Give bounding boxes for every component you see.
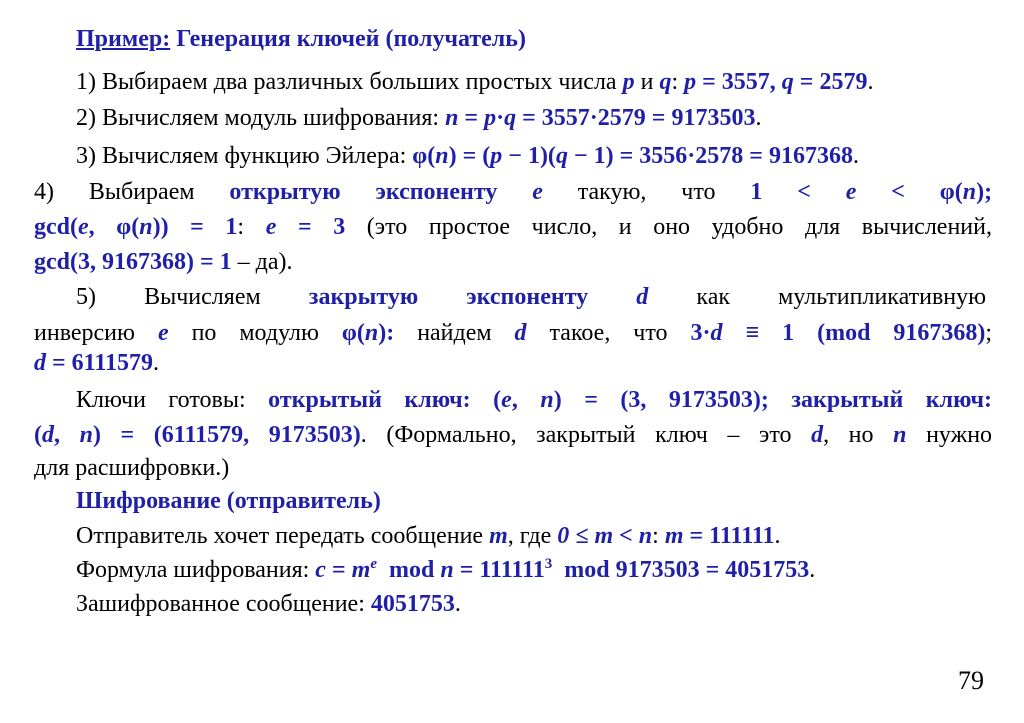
var-p: p	[490, 143, 503, 169]
answer: – да).	[231, 249, 293, 275]
var-p: p	[484, 105, 497, 131]
word: такое, что	[549, 320, 668, 346]
var-n: n	[139, 214, 153, 240]
ciphertext-value: mod 9173503 = 4051753	[552, 557, 810, 583]
equals: =	[458, 105, 485, 131]
private-key-value: ) = (6111579, 9173503)	[92, 422, 361, 448]
step-2-text: 2) Вычисляем модуль шифрования:	[76, 105, 446, 131]
var-n: n	[435, 143, 449, 169]
text: Зашифрованное сообщение:	[76, 591, 371, 617]
var-c: c	[315, 557, 326, 583]
word: инверсию	[34, 320, 135, 346]
var-m: m	[664, 523, 684, 549]
formula-part: ) = (	[448, 143, 491, 169]
note: для расшифровки.)	[34, 455, 230, 481]
m-value: = 111111	[683, 523, 775, 549]
step-4-line-2	[34, 212, 992, 242]
page-number: 79	[958, 666, 984, 695]
var-d: d	[42, 422, 54, 448]
public-key-value: ) = (3, 9173503); закрытый ключ:	[553, 387, 993, 413]
word: такую,	[577, 179, 647, 205]
condition: 1 <	[750, 179, 811, 205]
semicolon: ;	[985, 320, 993, 346]
term-exponent: экспоненту	[466, 284, 589, 310]
colon: :	[237, 214, 245, 240]
exponent-3: 3	[544, 556, 553, 572]
formula-part: − 1)(	[502, 143, 556, 169]
var-m: m	[351, 557, 371, 583]
heading-prefix: Пример:	[76, 26, 171, 52]
var-q: q	[659, 69, 672, 95]
step-5-line-1	[76, 282, 986, 312]
var-n: n	[440, 557, 454, 583]
period: .	[809, 557, 816, 583]
gcd-check: gcd(3, 9167368) = 1	[34, 249, 232, 275]
q-value: = 2579	[793, 69, 868, 95]
encryption-line-1	[76, 521, 781, 551]
var-n: n	[962, 179, 977, 205]
step-1-text: 1) Выбираем два различных больших простых числа	[76, 69, 623, 95]
gcd: gcd(	[34, 214, 78, 240]
encryption-line-2	[76, 555, 815, 585]
var-e: e	[845, 179, 857, 205]
var-q: q	[504, 105, 517, 131]
colon: :	[652, 523, 665, 549]
var-n: n	[364, 320, 379, 346]
note: . (Формально, закрытый ключ – это	[360, 422, 792, 448]
term-open: открытую	[229, 179, 341, 205]
var-e: e	[157, 320, 169, 346]
phi: φ(	[412, 143, 436, 169]
period: .	[867, 69, 874, 95]
var-n: n	[893, 422, 907, 448]
text: Формула шифрования:	[76, 557, 316, 583]
var-q: q	[781, 69, 794, 95]
heading-title: Генерация ключей (получатель)	[170, 26, 526, 52]
d-value: = 6111579	[46, 350, 154, 376]
period: .	[774, 523, 781, 549]
text: , где	[507, 523, 558, 549]
equals: =	[325, 557, 352, 583]
ciphertext: 4051753	[370, 591, 455, 617]
period: .	[755, 105, 762, 131]
term-closed: закрытую	[308, 284, 419, 310]
var-e: e	[78, 214, 89, 240]
var-d: d	[710, 320, 723, 346]
var-d: d	[34, 350, 46, 376]
formula-value: = 111111	[453, 557, 545, 583]
term-exponent: экспоненту	[375, 179, 498, 205]
encryption-title: Шифрование (отправитель)	[76, 488, 381, 514]
step-3-text: 3) Вычисляем функцию Эйлера:	[76, 143, 413, 169]
var-n: n	[445, 105, 459, 131]
period: .	[153, 350, 160, 376]
range-condition: 0 ≤ m < n	[557, 523, 653, 549]
word: по модулю	[191, 320, 319, 346]
comma: ,	[511, 387, 518, 413]
gcd: , φ(	[88, 214, 140, 240]
step-4-line-1	[34, 177, 992, 207]
step-5-text: 5) Вычисляем	[76, 284, 261, 310]
keys-ready: Ключи готовы:	[76, 387, 246, 413]
congruence: ≡ 1 (mod 9167368)	[745, 320, 986, 346]
congruence: 3·	[690, 320, 711, 346]
var-d: d	[811, 422, 824, 448]
condition: < φ(	[891, 179, 963, 205]
var-e: e	[532, 179, 543, 205]
var-d: d	[514, 320, 527, 346]
p-value: = 3557,	[696, 69, 782, 95]
keys-line-2	[34, 420, 992, 450]
var-m: m	[489, 523, 508, 549]
mod: mod	[376, 557, 441, 583]
step-4-number: 4)	[34, 179, 54, 205]
phi: ):	[378, 320, 395, 346]
step-5-line-2	[34, 318, 992, 348]
var-p: p	[622, 69, 635, 95]
var-n: n	[79, 422, 93, 448]
var-n: n	[540, 387, 554, 413]
note: нужно	[926, 422, 993, 448]
var-e: e	[265, 214, 277, 240]
example-heading	[76, 24, 526, 54]
explanation: (это простое число, и оно удобно для вычислений,	[366, 214, 992, 240]
word: Выбираем	[88, 179, 195, 205]
word: как мультипликативную	[696, 284, 987, 310]
period: .	[852, 143, 859, 169]
step-5-line-3	[34, 348, 159, 378]
step-4-line-3	[34, 247, 293, 277]
word: найдем	[417, 320, 492, 346]
euler-value: − 1) = 3556·2578 = 9167368	[567, 143, 853, 169]
step-1	[76, 67, 873, 97]
phi: φ(	[341, 320, 365, 346]
colon: :	[671, 69, 685, 95]
step-3	[76, 141, 859, 171]
public-key-label: открытый ключ: (	[268, 387, 502, 413]
dot: ·	[496, 105, 505, 131]
modulus-value: = 3557·2579 = 9173503	[516, 105, 756, 131]
note: , но	[823, 422, 874, 448]
keys-line-3	[34, 453, 229, 483]
var-d: d	[636, 284, 649, 310]
var-q: q	[555, 143, 568, 169]
word: что	[681, 179, 716, 205]
step-2	[76, 103, 761, 133]
paren: (	[34, 422, 42, 448]
comma: ,	[54, 422, 80, 448]
gcd: )) = 1	[152, 214, 238, 240]
e-value: = 3	[297, 214, 346, 240]
encryption-heading	[76, 486, 381, 516]
condition: );	[976, 179, 993, 205]
period: .	[454, 591, 461, 617]
text: Отправитель хочет передать сообщение	[76, 523, 490, 549]
keys-line-1	[76, 385, 992, 415]
var-e: e	[501, 387, 512, 413]
exponent-e: e	[370, 556, 377, 572]
var-p: p	[684, 69, 697, 95]
encryption-line-3	[76, 589, 461, 619]
and-text: и	[634, 69, 660, 95]
